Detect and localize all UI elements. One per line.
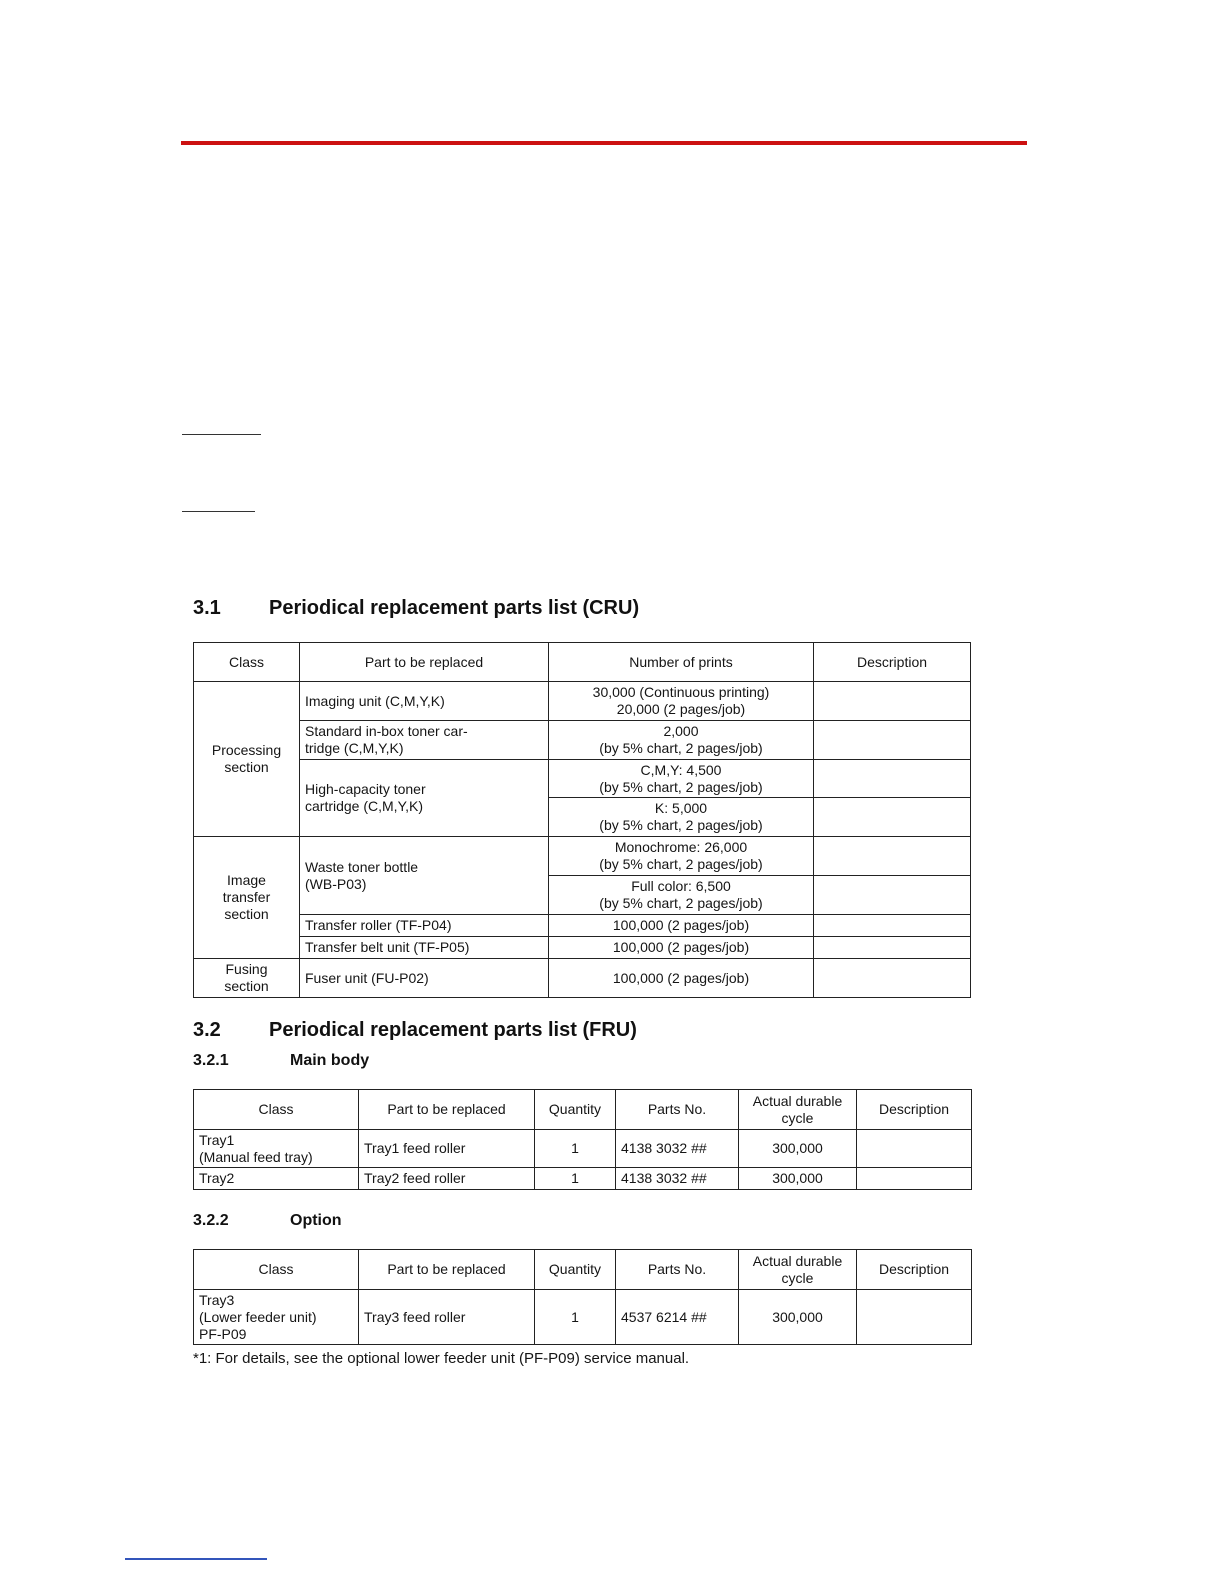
footer-rule [125, 1558, 267, 1560]
quantity-cell: 1 [535, 1290, 616, 1345]
part-line: (WB-P03) [305, 875, 367, 892]
class-line: (Lower feeder unit) [199, 1308, 317, 1325]
subsection-title: Main body [290, 1052, 370, 1069]
description-cell [814, 937, 971, 959]
part-line: Waste toner bottle [305, 858, 419, 875]
table-row [194, 682, 971, 721]
table-row [194, 937, 971, 959]
table-row [194, 721, 971, 760]
subsection-3-2-2-heading [193, 1212, 342, 1230]
underline-rule-1 [182, 434, 261, 435]
class-line: Fusing [225, 961, 268, 977]
prints-line: C,M,Y: 4,500 [640, 761, 722, 778]
cycle-cell: 300,000 [739, 1290, 857, 1345]
part-transfer-roller: Transfer roller (TF-P04) [300, 915, 549, 937]
quantity-cell: 1 [535, 1168, 616, 1190]
class-image-transfer-section [194, 837, 300, 959]
part-line: tridge (C,M,Y,K) [305, 740, 404, 756]
prints-high-capacity-cmy [549, 760, 814, 798]
part-transfer-belt: Transfer belt unit (TF-P05) [300, 937, 549, 959]
col-header-part: Part to be replaced [359, 1250, 535, 1290]
prints-transfer-belt: 100,000 (2 pages/job) [549, 937, 814, 959]
prints-line: (by 5% chart, 2 pages/job) [599, 740, 763, 756]
prints-standard-toner [549, 721, 814, 760]
class-line: Tray3 [199, 1291, 235, 1308]
table-row [194, 1168, 972, 1190]
class-line: section [224, 906, 269, 922]
header-red-rule [181, 141, 1027, 145]
prints-line: Full color: 6,500 [631, 878, 731, 894]
prints-line: (by 5% chart, 2 pages/job) [599, 778, 763, 795]
prints-transfer-roller: 100,000 (2 pages/job) [549, 915, 814, 937]
underline-rule-2 [182, 511, 255, 512]
section-title: Periodical replacement parts list (CRU) [269, 597, 640, 619]
prints-fuser-unit: 100,000 (2 pages/job) [549, 959, 814, 998]
col-header-quantity: Quantity [535, 1250, 616, 1290]
section-3-2-heading [193, 1019, 637, 1042]
part-standard-toner [300, 721, 549, 760]
class-cell: Tray2 [194, 1168, 359, 1190]
class-line: Image [227, 872, 266, 888]
prints-high-capacity-k [549, 798, 814, 837]
col-header-class: Class [194, 643, 300, 682]
description-cell [814, 721, 971, 760]
quantity-cell: 1 [535, 1130, 616, 1168]
part-cell: Tray3 feed roller [359, 1290, 535, 1345]
description-cell [814, 682, 971, 721]
col-header-description: Description [814, 643, 971, 682]
description-cell [857, 1290, 972, 1345]
class-cell [194, 1290, 359, 1345]
col-header-class: Class [194, 1090, 359, 1130]
col-header-prints: Number of prints [549, 643, 814, 682]
description-cell [857, 1130, 972, 1168]
cycle-cell: 300,000 [739, 1130, 857, 1168]
parts-no-cell: 4537 6214 ## [616, 1290, 739, 1345]
description-cell [814, 798, 971, 837]
cru-parts-table [193, 642, 971, 998]
prints-line: 2,000 [663, 723, 699, 739]
col-header-part: Part to be replaced [300, 643, 549, 682]
class-line: PF-P09 [199, 1325, 247, 1342]
table-header-row [194, 1090, 972, 1130]
description-cell [814, 760, 971, 798]
section-title: Periodical replacement parts list (FRU) [269, 1019, 637, 1041]
section-number: 3.2 [193, 1019, 221, 1041]
prints-line: (by 5% chart, 2 pages/job) [599, 817, 763, 833]
subsection-number: 3.2.2 [193, 1212, 229, 1229]
col-header-quantity: Quantity [535, 1090, 616, 1130]
part-cell: Tray2 feed roller [359, 1168, 535, 1190]
part-cell: Tray1 feed roller [359, 1130, 535, 1168]
parts-no-cell: 4138 3032 ## [616, 1130, 739, 1168]
part-fuser-unit: Fuser unit (FU-P02) [300, 959, 549, 998]
part-high-capacity-toner [300, 760, 549, 837]
class-line: Tray1 [199, 1131, 235, 1148]
class-line: transfer [222, 889, 271, 905]
prints-line: 30,000 (Continuous printing) [592, 684, 770, 700]
prints-line: K: 5,000 [654, 800, 708, 816]
table-row [194, 915, 971, 937]
part-line: cartridge (C,M,Y,K) [305, 798, 423, 814]
part-line: High-capacity toner [305, 781, 426, 797]
prints-line: 20,000 (2 pages/job) [616, 701, 746, 717]
subsection-3-2-1-heading [193, 1052, 369, 1070]
class-fusing-section [194, 959, 300, 998]
class-cell [194, 1130, 359, 1168]
table-row [194, 760, 971, 798]
part-waste-toner-bottle [300, 837, 549, 915]
col-header-description: Description [857, 1090, 972, 1130]
parts-no-cell: 4138 3032 ## [616, 1168, 739, 1190]
table-header-row [194, 643, 971, 682]
class-line: section [224, 978, 269, 994]
prints-line: (by 5% chart, 2 pages/job) [599, 895, 763, 911]
table-row [194, 837, 971, 876]
col-header-durable-cycle: Actual durable cycle [739, 1250, 857, 1290]
description-cell [814, 837, 971, 876]
col-header-parts-no: Parts No. [616, 1090, 739, 1130]
description-cell [814, 915, 971, 937]
col-header-description: Description [857, 1250, 972, 1290]
description-cell [814, 876, 971, 915]
prints-line: (by 5% chart, 2 pages/job) [599, 856, 763, 872]
section-number: 3.1 [193, 597, 221, 619]
subsection-title: Option [290, 1212, 342, 1229]
table-row [194, 1130, 972, 1168]
class-processing-section: Processing section [194, 682, 300, 837]
subsection-number: 3.2.1 [193, 1052, 229, 1069]
description-cell [814, 959, 971, 998]
cycle-cell: 300,000 [739, 1168, 857, 1190]
fru-main-body-table [193, 1089, 972, 1190]
table-row [194, 959, 971, 998]
col-header-class: Class [194, 1250, 359, 1290]
class-line: (Manual feed tray) [199, 1148, 313, 1165]
description-cell [857, 1168, 972, 1190]
part-imaging-unit: Imaging unit (C,M,Y,K) [300, 682, 549, 721]
prints-line: Monochrome: 26,000 [614, 839, 748, 855]
prints-waste-color [549, 876, 814, 915]
col-header-parts-no: Parts No. [616, 1250, 739, 1290]
prints-waste-mono [549, 837, 814, 876]
table-row [194, 1290, 972, 1345]
prints-imaging-unit [549, 682, 814, 721]
col-header-part: Part to be replaced [359, 1090, 535, 1130]
table-header-row [194, 1250, 972, 1290]
footnote: *1: For details, see the optional lower feeder unit (PF-P09) service manual. [193, 1350, 690, 1367]
section-3-1-heading [193, 597, 639, 620]
fru-option-table [193, 1249, 972, 1345]
part-line: Standard in-box toner car- [305, 723, 468, 739]
col-header-durable-cycle: Actual durable cycle [739, 1090, 857, 1130]
